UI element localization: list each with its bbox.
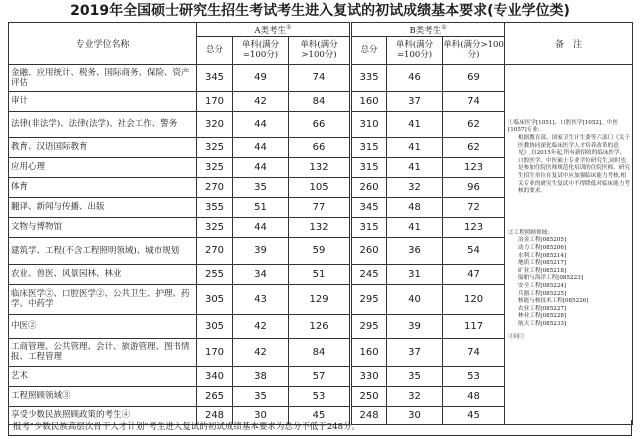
b-total: 330	[351, 366, 387, 386]
b-single-gt100: 96	[443, 177, 505, 197]
b-total: 245	[351, 264, 387, 284]
b-single-100: 41	[387, 217, 443, 237]
b-single-gt100: 69	[443, 64, 505, 91]
b-single-gt100: 45	[443, 406, 505, 424]
b-total-header: 总分	[351, 36, 387, 64]
b-total: 248	[351, 406, 387, 424]
b-single-gt100: 123	[443, 217, 505, 237]
b-single-gt100: 74	[443, 338, 505, 366]
remark-note-1-body: 根据教育部、国家卫生计生委等六部门《关于医教协同深化临床医学人才培养改革的意见》,自2015年起,所有新招收的临床医学、口腔医学、中医硕士专业学位研究生,同时也是参加住院医师规范化培训的住院医师。研究生招生单位在复试中应加强临床能力考核,相关专业的研究生复试中不得降低对临床能力考核的要求。	[518, 135, 630, 195]
b-single-gt100: 54	[443, 237, 505, 264]
group-a-header: A类考生①	[197, 23, 351, 37]
remarks-cell	[505, 64, 633, 424]
a-total: 270	[197, 177, 233, 197]
remarks-header: 备 注	[505, 23, 633, 65]
major-name: 金融、应用统计、税务、国际商务、保险、资产评估	[9, 64, 197, 91]
b-single-gt100: 48	[443, 386, 505, 406]
b-single-100: 37	[387, 91, 443, 111]
b-total: 295	[351, 284, 387, 314]
a-single-100: 49	[233, 64, 289, 91]
major-name: 应用心理	[9, 157, 197, 177]
a-single-gt100: 66	[289, 111, 351, 137]
table-row	[9, 64, 633, 91]
b-single-100: 35	[387, 366, 443, 386]
b-total: 315	[351, 157, 387, 177]
table-footnote: 报考"少数民族高层次骨干人才计划"考生进入复试的初试成绩基本要求为总分不低于248分。	[8, 420, 632, 436]
a-single-gt100: 53	[289, 386, 351, 406]
major-name: 体育	[9, 177, 197, 197]
b-single-100: 30	[387, 406, 443, 424]
b-total: 310	[351, 111, 387, 137]
b-single-100: 48	[387, 197, 443, 217]
group-b-header: B类考生①	[351, 23, 505, 37]
b-single-gt100-header: 单科(满分>100分)	[443, 36, 505, 64]
major-name: 工程照顾领域③	[9, 386, 197, 406]
b-total: 295	[351, 314, 387, 338]
a-single-gt100: 132	[289, 217, 351, 237]
a-single-gt100: 74	[289, 64, 351, 91]
remark-note-2: ②工程照顾领域:	[508, 229, 550, 236]
remark-item: 矿业工程[085218]	[518, 267, 567, 274]
a-single-gt100: 51	[289, 264, 351, 284]
a-single-gt100: 45	[289, 406, 351, 424]
a-total: 340	[197, 366, 233, 386]
major-name: 农业、兽医、风景园林、林业	[9, 264, 197, 284]
a-single-100: 42	[233, 338, 289, 366]
a-single-gt100: 132	[289, 157, 351, 177]
major-name: 文物与博物馆	[9, 217, 197, 237]
remark-item: 地质工程[085217]	[518, 260, 567, 267]
b-single-100: 41	[387, 111, 443, 137]
a-single-100: 42	[233, 314, 289, 338]
a-total: 170	[197, 338, 233, 366]
b-single-100: 41	[387, 137, 443, 157]
a-single-100-header: 单科(满分=100分)	[233, 36, 289, 64]
b-total: 250	[351, 386, 387, 406]
a-single-100: 30	[233, 406, 289, 424]
b-single-gt100: 117	[443, 314, 505, 338]
b-total: 315	[351, 137, 387, 157]
major-name: 建筑学、工程(不含工程照明领域)、城市规划	[9, 237, 197, 264]
major-name: 中医②	[9, 314, 197, 338]
b-single-100-header: 单科(满分=100分)	[387, 36, 443, 64]
a-total: 325	[197, 157, 233, 177]
a-total: 270	[197, 237, 233, 264]
a-single-gt100-header: 单科(满分>100分)	[289, 36, 351, 64]
b-single-gt100: 47	[443, 264, 505, 284]
b-total: 160	[351, 91, 387, 111]
a-total: 265	[197, 386, 233, 406]
a-single-100: 38	[233, 366, 289, 386]
a-single-gt100: 59	[289, 237, 351, 264]
b-single-gt100: 62	[443, 111, 505, 137]
b-single-100: 37	[387, 338, 443, 366]
b-single-100: 41	[387, 157, 443, 177]
remark-item: 农业工程[085227]	[518, 305, 567, 312]
remark-item: 兵器工程[085225]	[518, 290, 567, 297]
remark-item: 航天工程[085233]	[518, 320, 567, 327]
b-single-100: 32	[387, 177, 443, 197]
a-total: 170	[197, 91, 233, 111]
b-total: 260	[351, 177, 387, 197]
a-single-100: 44	[233, 217, 289, 237]
a-total: 345	[197, 64, 233, 91]
b-total: 160	[351, 338, 387, 366]
b-single-gt100: 123	[443, 157, 505, 177]
b-total: 345	[351, 197, 387, 217]
a-single-100: 44	[233, 137, 289, 157]
a-single-gt100: 129	[289, 284, 351, 314]
a-total: 355	[197, 197, 233, 217]
a-single-100: 44	[233, 157, 289, 177]
major-name: 审计	[9, 91, 197, 111]
b-single-gt100: 74	[443, 91, 505, 111]
a-total: 325	[197, 137, 233, 157]
a-single-gt100: 126	[289, 314, 351, 338]
a-single-gt100: 84	[289, 91, 351, 111]
page-title: 2019年全国硕士研究生招生考试考生进入复试的初试成绩基本要求(专业学位类)	[70, 3, 570, 19]
a-single-100: 35	[233, 177, 289, 197]
a-total: 305	[197, 284, 233, 314]
remark-note-1: ①临床医学[1051]、口腔医学[1052]、中医[1057]专业:	[508, 119, 618, 134]
b-total: 335	[351, 64, 387, 91]
b-single-100: 36	[387, 237, 443, 264]
b-single-100: 46	[387, 64, 443, 91]
a-total: 320	[197, 111, 233, 137]
major-name: 教育、汉语国际教育	[9, 137, 197, 157]
remark-item: 水利工程[085214]	[518, 252, 567, 259]
b-total: 315	[351, 217, 387, 237]
b-single-100: 40	[387, 284, 443, 314]
b-single-100: 31	[387, 264, 443, 284]
remark-item: 冶金工程[085205]	[518, 237, 567, 244]
a-single-gt100: 105	[289, 177, 351, 197]
remark-item: 核能与核技术工程[085226]	[518, 298, 589, 305]
a-single-gt100: 66	[289, 137, 351, 157]
b-single-gt100: 62	[443, 137, 505, 157]
a-single-gt100: 77	[289, 197, 351, 217]
major-name: 临床医学②、口腔医学②、公共卫生、护理、药学、中药学	[9, 284, 197, 314]
a-single-100: 39	[233, 237, 289, 264]
a-total: 248	[197, 406, 233, 424]
b-single-100: 39	[387, 314, 443, 338]
score-table	[8, 22, 633, 425]
major-name: 翻译、新闻与传播、出版	[9, 197, 197, 217]
major-name: 法律(非法学)、法律(法学)、社会工作、警务	[9, 111, 197, 137]
a-total: 305	[197, 314, 233, 338]
a-total-header: 总分	[197, 36, 233, 64]
a-single-100: 44	[233, 111, 289, 137]
a-single-100: 34	[233, 264, 289, 284]
a-total: 325	[197, 217, 233, 237]
remark-item: 动力工程[085206]	[518, 244, 567, 251]
major-name: 艺术	[9, 366, 197, 386]
b-single-gt100: 120	[443, 284, 505, 314]
b-single-100: 32	[387, 386, 443, 406]
a-single-100: 51	[233, 197, 289, 217]
major-column-header: 专业学位名称	[9, 23, 197, 65]
b-single-gt100: 53	[443, 366, 505, 386]
a-single-100: 42	[233, 91, 289, 111]
b-single-gt100: 72	[443, 197, 505, 217]
a-single-100: 35	[233, 386, 289, 406]
remark-item: 林业工程[085228]	[518, 313, 567, 320]
a-single-gt100: 84	[289, 338, 351, 366]
remark-note-3: ③同①	[508, 334, 525, 341]
major-name: 工商管理、公共管理、会计、旅游管理、图书情报、工程管理	[9, 338, 197, 366]
b-total: 260	[351, 237, 387, 264]
remark-item: 安全工程[085224]	[518, 282, 567, 289]
a-single-gt100: 57	[289, 366, 351, 386]
major-name: 享受少数民族照顾政策的考生④	[9, 406, 197, 424]
a-total: 255	[197, 264, 233, 284]
remark-item: 船舶与海洋工程[085223]	[518, 275, 583, 282]
a-single-100: 43	[233, 284, 289, 314]
